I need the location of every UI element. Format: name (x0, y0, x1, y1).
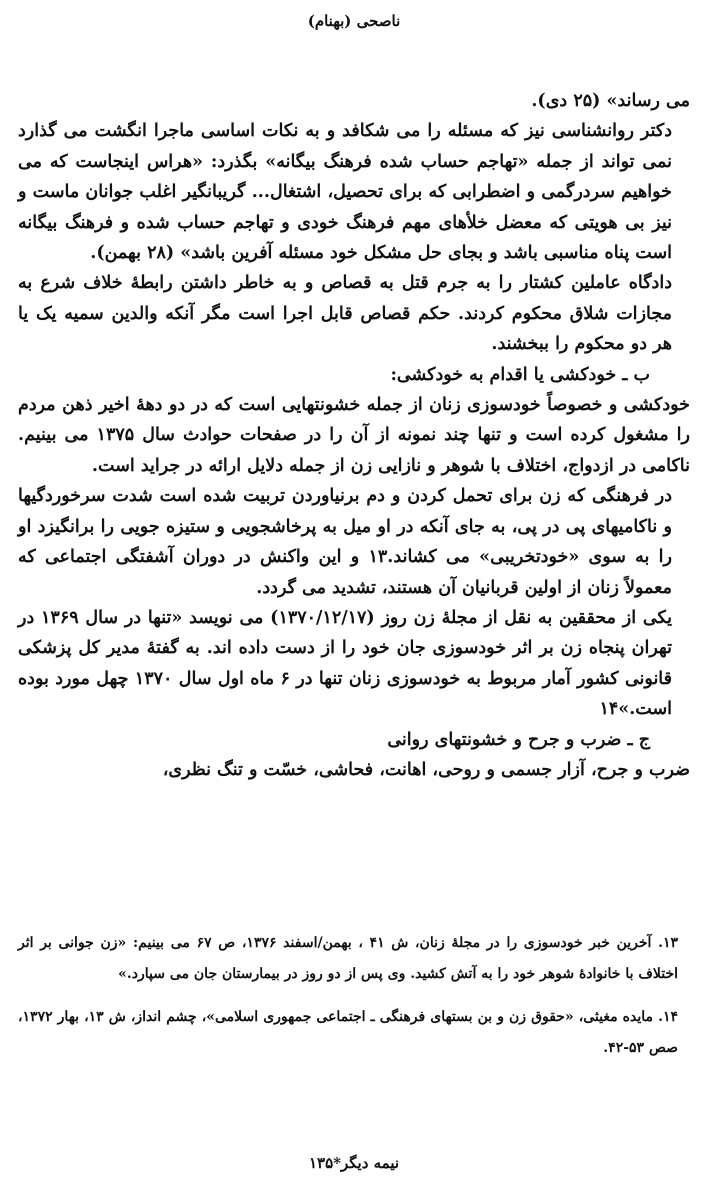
paragraph-self-immolation: خودکشی و خصوصاً خودسوزی زنان از جمله خشونتهایی است که در دو دههٔ اخیر ذهن مردم را مشغول کرده است و تنها چند نمونه از آن را در صفحات حوادث سال ۱۳۷۵ می بینیم. ناکامی در ازدواج، اختلاف با شوهر و نازایی زن از جمله دلایل ارائه در جراید است. (18, 395, 690, 476)
paragraph-court: دادگاه عاملین کشتار را به جرم قتل به قصاص و به خاطر داشتن رابطهٔ خلاف شرع به مجازات شلاق محکوم کردند. حکم قصاص قابل اجرا است مگر آنکه والدین سمیه یک یا هر دو محکوم را ببخشند. (18, 273, 672, 355)
footnote-14: ۱۴. مایده مغیثی، «حقوق زن و بن بستهای فرهنگی ـ اجتماعی جمهوری اسلامی»، چشم انداز، ش ۱۳، بهار ۱۳۷۲، صص ۵۳-۴۲. (18, 1009, 678, 1056)
section-heading-suicide: ب ـ خودکشی یا اقدام به خودکشی: (390, 364, 650, 385)
paragraph-culture: در فرهنگی که زن برای تحمل کردن و دم برنیاوردن تربیت شده است شدت سرخوردگیها و ناکامیهای پی در پی، به جای آنکه در او میل به پرخاشجویی و ستیزه جویی را برانگیزد او را به سوی «خودتخریبی» می کشاند.۱۳ و این واکنش در دوران آشفتگی اجتماعی که معمولاً زنان از اولین قربانیان آن هستند، تشدید می گردد. (18, 486, 672, 598)
paragraph-psychologist: دکتر روانشناسی نیز که مسئله را می شکافد و به نکات اساسی ماجرا انگشت می گذارد نمی تواند از جمله «تهاجم حساب شده فرهنگ بیگانه» بگذرد: «هراس اینجاست که می خواهیم سردرگمی و اضطرابی که برای تحصیل، اشتغال... گریبانگیر اغلب جوانان ماست و نیز بی هویتی که معضل خلأهای مهم فرهنگ خودی و تهاجم حساب شده و فرهنگ بیگانه است پناه مناسبی باشد و بجای حل مشکل خود مسئله آفرین باشد» (۲۸ بهمن). (18, 121, 672, 264)
footnotes (18, 928, 690, 1064)
footnote-13: ۱۳. آخرین خبر خودسوزی را در مجلهٔ زنان، ش ۴۱ ، بهمن/اسفند ۱۳۷۶، ص ۶۷ می بینیم: «زن جوانی بر اثر اختلاف با خانوادهٔ شوهر خود را به آتش کشید. وی پس از دو روز در بیمارستان جان می سپارد.» (18, 935, 678, 982)
page-footer-folio: نیمه دیگر*۱۳۵ (308, 1154, 400, 1172)
running-head-title: ناصحی (بهنام) (307, 12, 401, 30)
body-text (18, 86, 690, 785)
paragraph-statistics: یکی از محققین به نقل از مجلهٔ زن روز (۱۳۷۰/۱۲/۱۷) می نویسد «تنها در سال ۱۳۶۹ در تهران پنجاه زن بر اثر خودسوزی جان خود را از دست داده اند. به گفتهٔ مدیر کل پزشکی قانونی کشور آمار مربوط به خودسوزی زنان تنها در ۶ ماه اول سال ۱۳۷۰ چهل مورد بوده است.»۱۴ (18, 607, 673, 720)
paragraph-violence-list: ضرب و جرح، آزار جسمی و روحی، اهانت، فحاشی، خسّت و تنگ نظری، (162, 759, 690, 780)
section-heading-violence: ج ـ ضرب و جرح و خشونتهای روانی (387, 729, 650, 750)
paragraph-continuation: می رساند» (۲۵ دی). (531, 91, 690, 111)
